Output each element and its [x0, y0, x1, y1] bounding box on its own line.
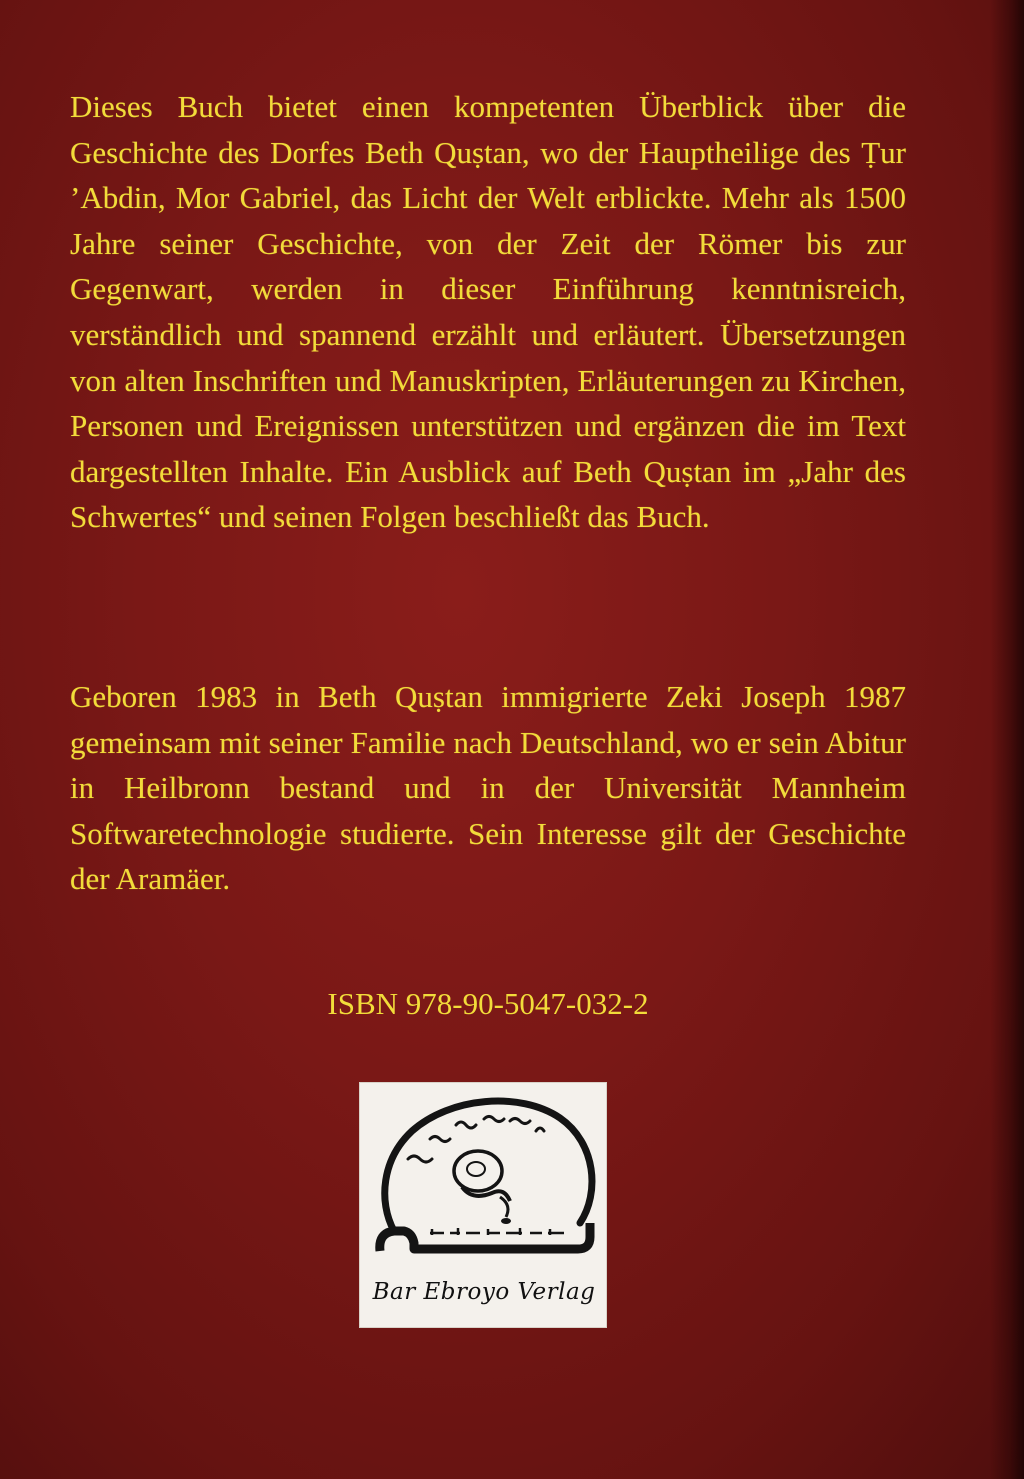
spine-edge — [990, 0, 1024, 1479]
publisher-logo — [359, 1082, 607, 1328]
publisher-logo-text: Bar Ebroyo Verlag — [372, 1279, 596, 1305]
book-description: Dieses Buch bietet einen kompetenten Überblick über die Geschichte des Dorfes Beth Quṣtan, wo der Hauptheilige des Ṭur ’Abdin, Mor Gabriel, das Licht der Welt erblickte. Mehr als 1500 Jahre seiner Geschichte, von der Zeit der Römer bis zur Gegenwart, werden in dieser Einführung kenntnisreich, verständlich und spannend erzählt und erläutert. Übersetzungen von alten Inschriften und Manuskripten, Erläuterungen zu Kirchen, Personen und Ereignissen unterstützen und ergänzen die im Text dargestellten Inhalte. Ein Ausblick auf Beth Quṣtan im „Jahr des Schwertes“ und seinen Folgen beschließt das Buch. — [70, 89, 906, 535]
author-biography: Geboren 1983 in Beth Quṣtan immigrierte Zeki Joseph 1987 gemeinsam mit seiner Familie nach Deutschland, wo er sein Abitur in Heilbronn bestand und in der Universität Mannheim Softwaretechnologie studierte. Sein Interesse gilt der Geschichte der Aramäer. — [70, 679, 906, 897]
isbn-number: ISBN 978-90-5047-032-2 — [327, 986, 649, 1021]
